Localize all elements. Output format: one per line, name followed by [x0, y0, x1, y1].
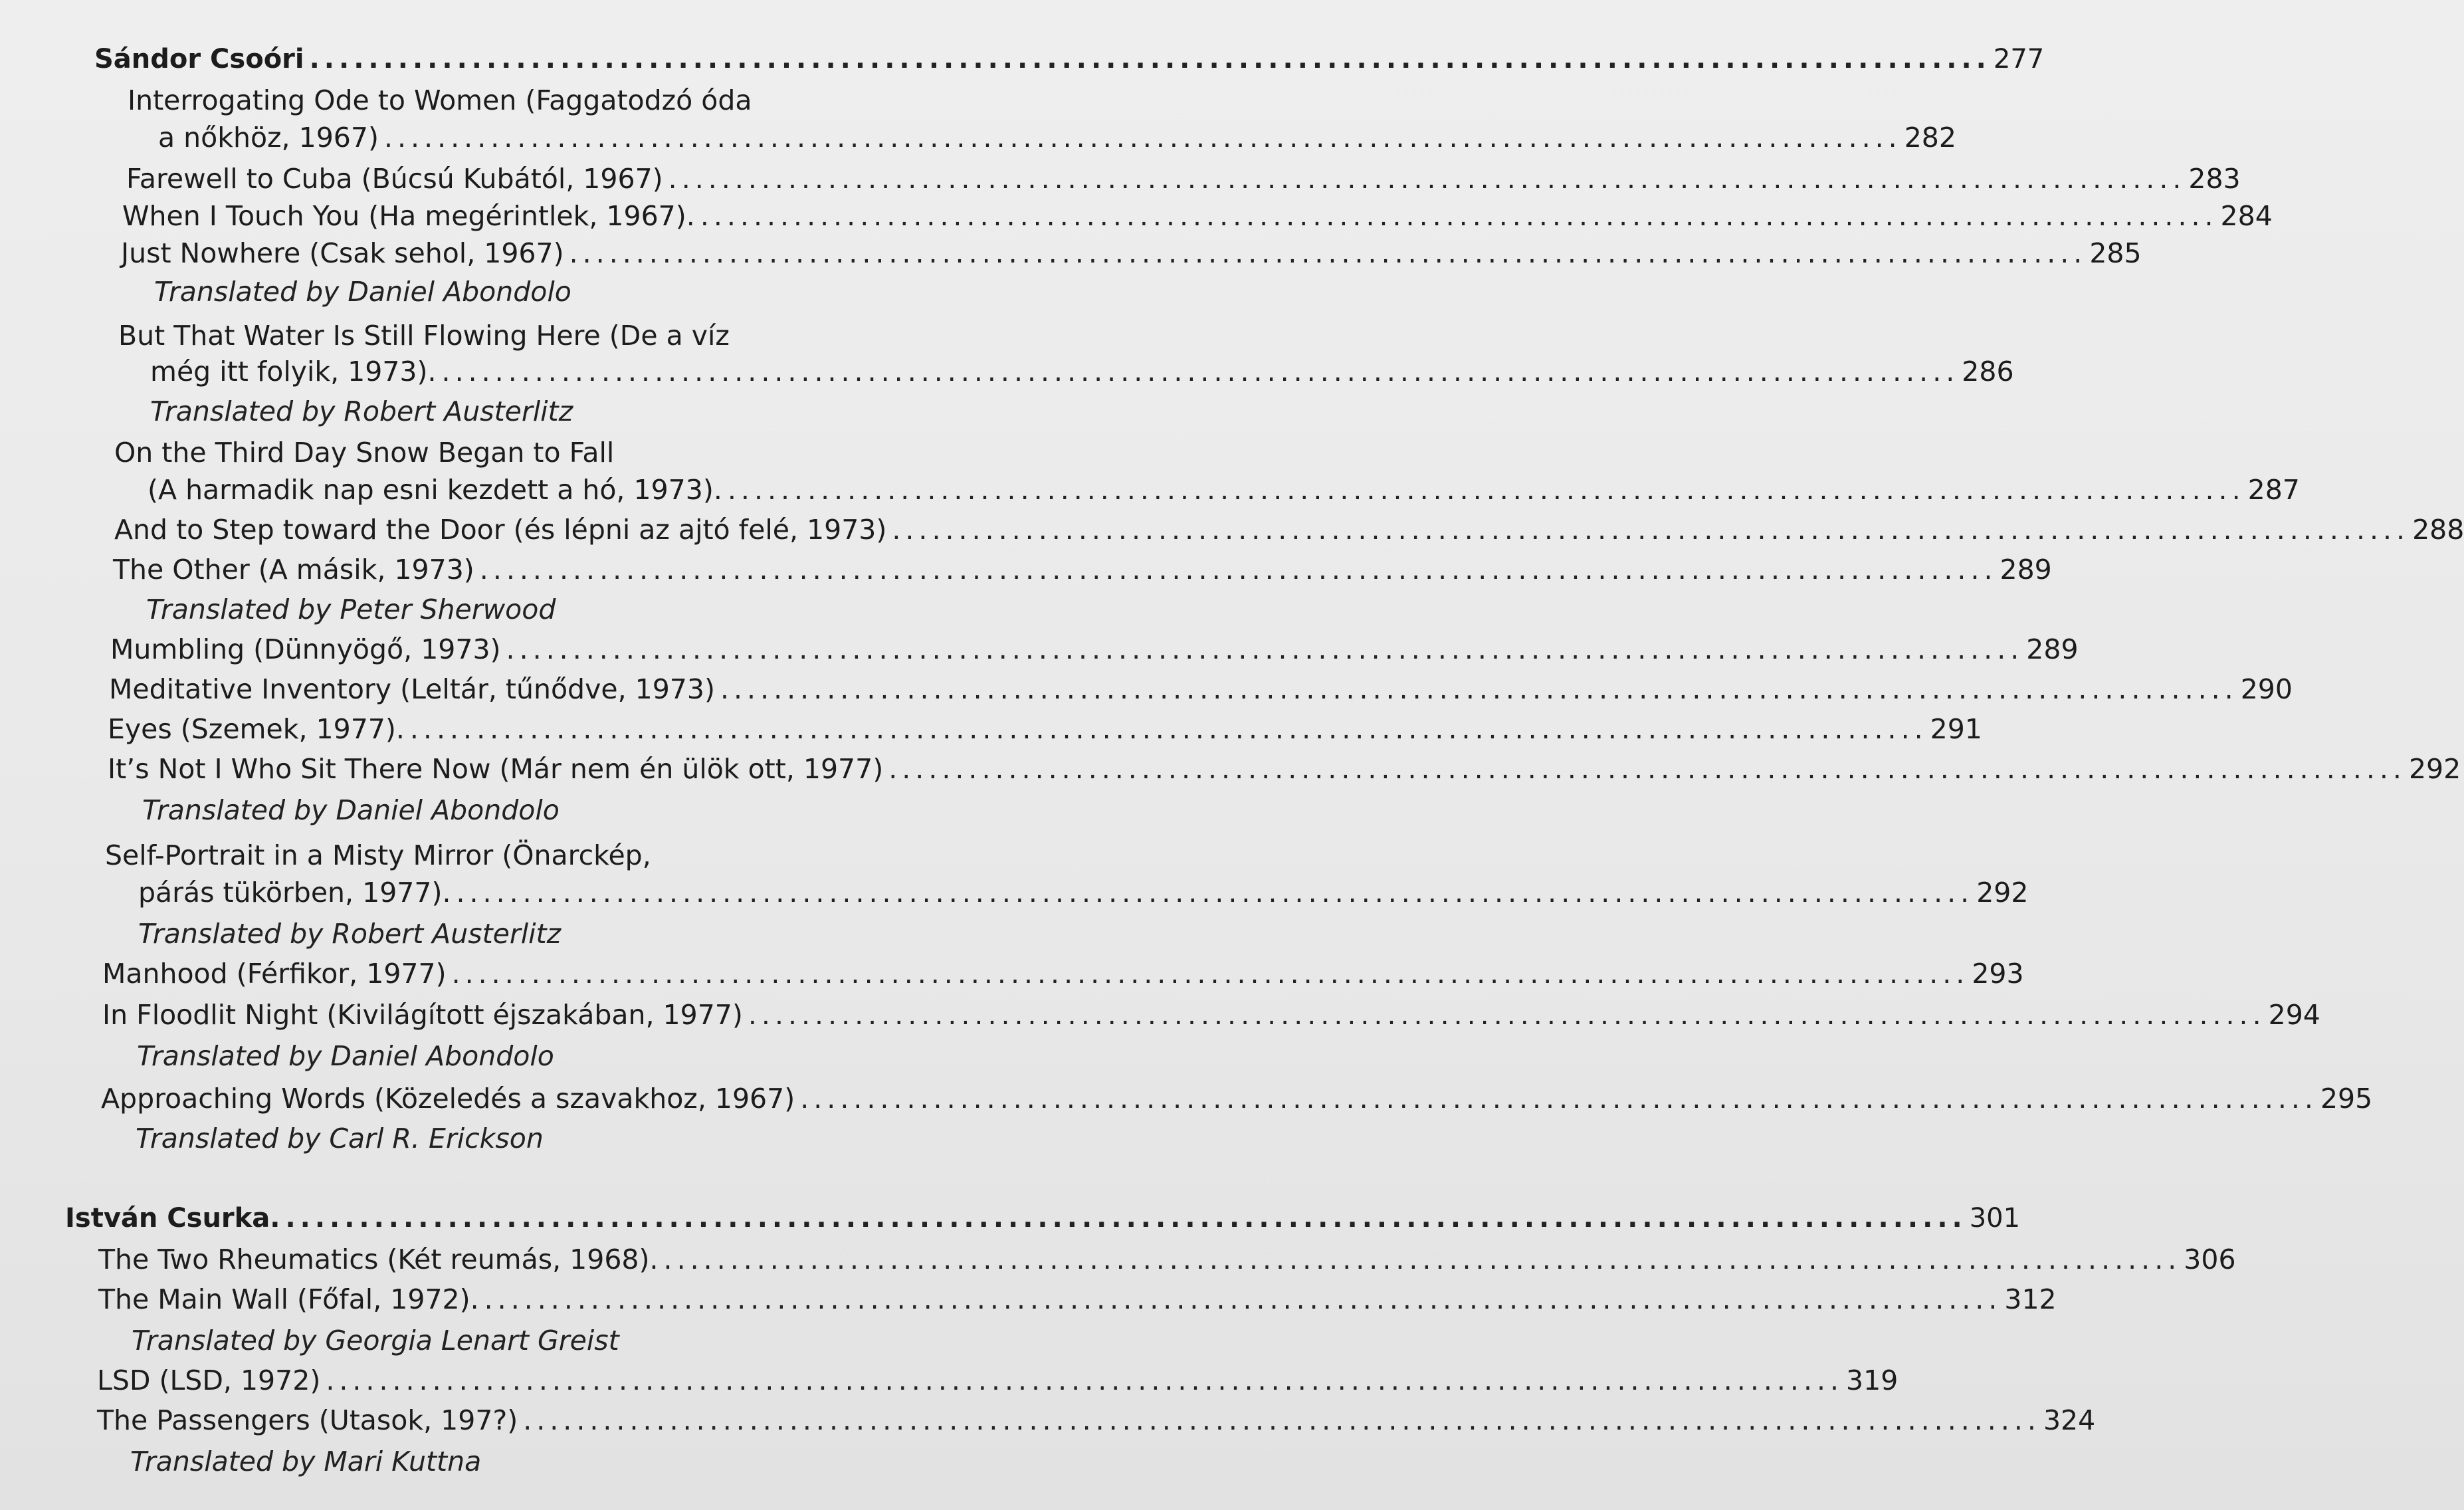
dot-leader: .................................................................................................................. — [456, 877, 1974, 909]
page-number: 289 — [2000, 554, 2052, 586]
dot-leader: .................................................................................................................. — [285, 1203, 1967, 1234]
dot-leader: .................................................................................................................. — [888, 753, 2406, 785]
entry-title-continued: párás tükörben, 1977). — [138, 877, 451, 909]
dot-leader: .................................................................................................................. — [668, 163, 2186, 195]
page-number: 301 — [1969, 1203, 2021, 1234]
dot-leader: .................................................................................................................. — [800, 1083, 2318, 1115]
translator-credit: Translated by Daniel Abondolo — [137, 1040, 554, 1072]
dot-leader: .................................................................................................................. — [663, 1243, 2182, 1275]
page-number: 288 — [2412, 514, 2464, 546]
author-name: Sándor Csoóri — [94, 44, 304, 74]
toc-entry — [102, 998, 2320, 1031]
entry-title-continued: a nőkhöz, 1967) — [158, 122, 379, 154]
dot-leader: .................................................................................................................. — [727, 474, 2245, 506]
dot-leader: .................................................................................................................. — [506, 633, 2024, 665]
entry-title: And to Step toward the Door (és lépni az ajtó felé, 1973) — [114, 514, 887, 546]
entry-title: The Two Rheumatics (Két reumás, 1968). — [98, 1243, 659, 1275]
dot-leader: .................................................................................................................. — [409, 713, 1928, 745]
page-number: 319 — [1846, 1364, 1899, 1396]
page-number: 291 — [1930, 713, 1982, 745]
toc-entry — [101, 1082, 2373, 1115]
entry-title-continued: még itt folyik, 1973). — [150, 356, 437, 387]
toc-entry — [110, 633, 2079, 666]
entry-title: The Main Wall (Főfal, 1972). — [98, 1283, 479, 1315]
page-number: 290 — [2240, 673, 2293, 705]
entry-title-continued: (A harmadik nap esni kezdett a hó, 1973). — [148, 474, 722, 506]
toc-entry — [102, 957, 2024, 990]
translator-credit: Translated by Daniel Abondolo — [154, 276, 571, 308]
toc-entry — [105, 839, 1006, 872]
toc-author-entry — [65, 1202, 2021, 1235]
dot-leader: .................................................................................................................. — [892, 514, 2410, 546]
dot-leader: .................................................................................................................. — [309, 44, 1991, 74]
toc-entry-continuation — [158, 121, 1956, 154]
translator-credit: Translated by Georgia Lenart Greist — [132, 1325, 619, 1356]
toc-entry — [114, 436, 1006, 469]
dot-leader: .................................................................................................................. — [451, 958, 1970, 990]
dot-leader: .................................................................................................................. — [569, 237, 2087, 269]
dot-leader: .................................................................................................................. — [326, 1364, 1844, 1396]
toc-entry — [121, 237, 2142, 270]
toc-entry — [108, 712, 1982, 746]
page-number: 284 — [2220, 200, 2273, 232]
page-number: 292 — [2408, 753, 2461, 785]
dot-leader: .................................................................................................................. — [720, 673, 2238, 705]
toc-entry — [126, 162, 2241, 195]
page-number: 294 — [2268, 999, 2320, 1031]
page-number: 295 — [2320, 1083, 2373, 1115]
toc-entry — [109, 673, 2293, 706]
dot-leader: .................................................................................................................. — [700, 200, 2218, 232]
toc-author-entry — [94, 43, 2045, 76]
entry-title: The Other (A másik, 1973) — [113, 554, 474, 586]
dot-leader: .................................................................................................................. — [441, 356, 1960, 387]
toc-entry — [97, 1404, 2096, 1437]
page-number: 286 — [1962, 356, 2014, 387]
page-number: 287 — [2247, 474, 2300, 506]
translator-credit: Translated by Peter Sherwood — [146, 593, 556, 625]
entry-title: Meditative Inventory (Leltár, tűnődve, 1973) — [109, 673, 715, 705]
entry-title: Approaching Words (Közeledés a szavakhoz, 1967) — [101, 1083, 795, 1115]
entry-title: Just Nowhere (Csak sehol, 1967) — [121, 237, 564, 269]
entry-title: When I Touch You (Ha megérintlek, 1967). — [122, 200, 695, 232]
toc-entry — [98, 1283, 2057, 1316]
entry-title: LSD (LSD, 1972) — [97, 1364, 321, 1396]
entry-title: It’s Not I Who Sit There Now (Már nem én ülök ott, 1977) — [108, 753, 884, 785]
entry-title: Mumbling (Dünnyögő, 1973) — [110, 633, 501, 665]
author-name: István Csurka. — [65, 1203, 280, 1234]
page-number: 283 — [2188, 163, 2241, 195]
toc-entry — [114, 513, 2464, 546]
page-number: 277 — [1993, 44, 2045, 74]
dot-leader: .................................................................................................................. — [484, 1283, 2002, 1315]
page-number: 282 — [1904, 122, 1956, 154]
dot-leader: .................................................................................................................. — [523, 1404, 2041, 1436]
page-number: 312 — [2004, 1283, 2057, 1315]
toc-entry — [98, 1243, 2236, 1276]
entry-title: The Passengers (Utasok, 197?) — [97, 1404, 518, 1436]
translator-credit: Translated by Daniel Abondolo — [142, 794, 560, 826]
toc-entry-continuation — [150, 355, 2014, 388]
page-number: 324 — [2043, 1404, 2096, 1436]
toc-entry — [118, 319, 1006, 352]
translator-credit: Translated by Robert Austerlitz — [138, 918, 562, 950]
translator-credit: Translated by Mari Kuttna — [130, 1446, 482, 1477]
toc-entry-continuation — [138, 876, 2029, 909]
entry-title: In Floodlit Night (Kivilágított éjszakában, 1977) — [102, 999, 743, 1031]
entry-title: On the Third Day Snow Began to Fall — [114, 437, 615, 469]
entry-title: But That Water Is Still Flowing Here (De a víz — [118, 320, 730, 352]
translator-credit: Translated by Robert Austerlitz — [150, 395, 573, 427]
entry-title: Self-Portrait in a Misty Mirror (Önarckép, — [105, 839, 651, 871]
entry-title: Interrogating Ode to Women (Faggatodzó óda — [128, 84, 752, 116]
toc-entry — [97, 1364, 1899, 1397]
toc-entry — [122, 199, 2273, 233]
page-number: 292 — [1976, 877, 2029, 909]
dot-leader: .................................................................................................................. — [748, 999, 2266, 1031]
toc-entry — [113, 553, 2052, 586]
toc-entry — [108, 752, 2461, 786]
entry-title: Manhood (Férfikor, 1977) — [102, 958, 447, 990]
dot-leader: .................................................................................................................. — [479, 554, 1998, 586]
page-number: 289 — [2026, 633, 2079, 665]
page-number: 306 — [2184, 1243, 2236, 1275]
translator-credit: Translated by Carl R. Erickson — [136, 1123, 544, 1154]
page-number: 285 — [2089, 237, 2142, 269]
entry-title: Farewell to Cuba (Búcsú Kubától, 1967) — [126, 163, 663, 195]
toc-entry-continuation — [148, 473, 2300, 506]
dot-leader: .................................................................................................................. — [383, 122, 1902, 154]
entry-title: Eyes (Szemek, 1977). — [108, 713, 405, 745]
toc-entry — [128, 84, 1006, 117]
page-number: 293 — [1972, 958, 2024, 990]
